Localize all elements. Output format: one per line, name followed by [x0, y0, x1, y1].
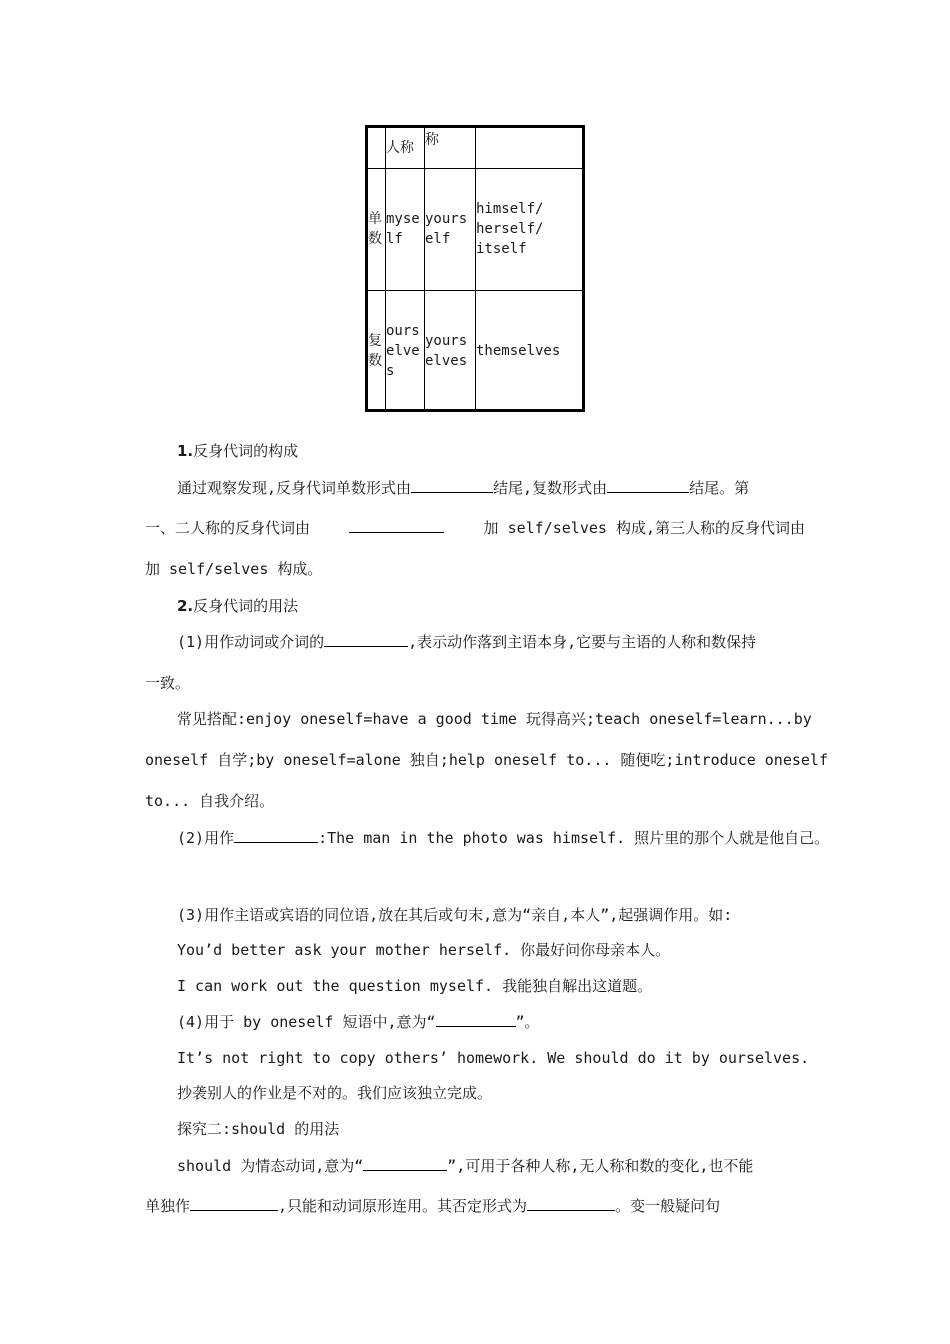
table-cell: myself — [386, 168, 425, 290]
table-row — [368, 290, 582, 412]
text: 结尾,复数形式由 — [493, 479, 608, 497]
pronoun-itself: itself — [476, 241, 527, 257]
fill-blank[interactable] — [527, 1196, 615, 1211]
text: 单独作 — [145, 1197, 191, 1215]
fill-blank[interactable] — [411, 478, 493, 493]
paragraph-line — [177, 1012, 540, 1032]
section-title: 反身代词的用法 — [193, 597, 299, 615]
table-header-cell: 称 — [425, 128, 476, 168]
text: to... 自我介绍。 — [145, 792, 275, 810]
fill-blank[interactable] — [363, 1156, 447, 1171]
table-cell: themselves — [476, 290, 583, 412]
table-cell — [476, 168, 583, 290]
paragraph-line — [145, 518, 805, 538]
fill-blank[interactable] — [349, 518, 444, 533]
text: 结尾。第 — [689, 479, 750, 497]
paragraph-line — [145, 791, 274, 811]
text: I can work out the question myself. 我能独自解出这道题。 — [177, 977, 653, 995]
text: 通过观察发现,反身代词单数形式由 — [177, 479, 412, 497]
text: 一、二人称的反身代词由 — [145, 519, 311, 537]
example-translation — [177, 1083, 492, 1103]
fill-blank[interactable] — [234, 828, 318, 843]
table-cell: ourselves — [386, 290, 425, 412]
text: oneself 自学;by oneself=alone 独自;help oneself to... 随便吃;introduce oneself — [145, 751, 828, 769]
pronoun-himself: himself/ — [476, 201, 544, 217]
table-cell: yourselves — [425, 290, 476, 412]
text: 抄袭别人的作业是不对的。我们应该独立完成。 — [177, 1084, 493, 1102]
text: 常见搭配:enjoy oneself=have a good time 玩得高兴;teach oneself=learn...by — [177, 710, 812, 728]
table-row — [368, 128, 582, 168]
text: ”。 — [515, 1013, 540, 1031]
section-heading — [177, 441, 298, 461]
paragraph-line — [177, 905, 732, 925]
text: :The man in the photo was himself. 照片里的那个人就是他自己。 — [318, 829, 830, 847]
text: 。变一般疑问句 — [615, 1197, 721, 1215]
table-header-cell: 人称 — [386, 128, 425, 168]
paragraph-line — [177, 1156, 753, 1176]
fill-blank[interactable] — [607, 478, 689, 493]
section-title: 探究二:should 的用法 — [177, 1120, 340, 1138]
text: ,只能和动词原形连用。其否定形式为 — [278, 1197, 528, 1215]
text: should 为情态动词,意为“ — [177, 1157, 364, 1175]
text: 加 self/selves 构成,第三人称的反身代词由 — [483, 519, 805, 537]
paragraph-line — [177, 632, 756, 652]
fill-blank[interactable] — [324, 632, 408, 647]
singular-label: 单数 — [368, 168, 386, 290]
table-cell — [368, 128, 386, 168]
section-number: 2. — [177, 597, 194, 615]
text: ,表示动作落到主语本身,它要与主语的人称和数保持 — [408, 633, 757, 651]
section-title: 反身代词的构成 — [193, 442, 299, 460]
plural-label: 复数 — [368, 290, 386, 412]
text: (1)用作动词或介词的 — [177, 633, 325, 651]
text: (3)用作主语或宾语的同位语,放在其后或句末,意为“亲自,本人”,起强调作用。如: — [177, 906, 733, 924]
paragraph-line — [177, 709, 812, 729]
paragraph-line — [145, 750, 828, 770]
table-cell: yourself — [425, 168, 476, 290]
table-cell — [476, 128, 583, 168]
paragraph-line — [177, 828, 829, 848]
paragraph-line — [177, 478, 749, 498]
section-heading — [177, 1119, 339, 1139]
example-sentence — [177, 940, 670, 960]
fill-blank[interactable] — [190, 1196, 278, 1211]
fill-blank[interactable] — [436, 1012, 516, 1027]
paragraph-line — [145, 1196, 720, 1216]
text: 一致。 — [145, 674, 191, 692]
text: You’d better ask your mother herself. 你最好问你母亲本人。 — [177, 941, 671, 959]
text: It’s not right to copy others’ homework. We should do it by ourselves. — [177, 1049, 810, 1067]
text: (2)用作 — [177, 829, 235, 847]
table-row — [368, 168, 582, 290]
text: ”,可用于各种人称,无人称和数的变化,也不能 — [447, 1157, 754, 1175]
text: (4)用于 by oneself 短语中,意为“ — [177, 1013, 436, 1031]
text: 加 self/selves 构成。 — [145, 560, 323, 578]
paragraph-line — [145, 559, 322, 579]
reflexive-pronoun-table — [365, 125, 585, 412]
example-sentence — [177, 1048, 809, 1068]
paragraph-line — [145, 673, 190, 693]
pronoun-herself: herself/ — [476, 221, 544, 237]
section-heading — [177, 596, 298, 616]
example-sentence — [177, 976, 652, 996]
section-number: 1. — [177, 442, 194, 460]
